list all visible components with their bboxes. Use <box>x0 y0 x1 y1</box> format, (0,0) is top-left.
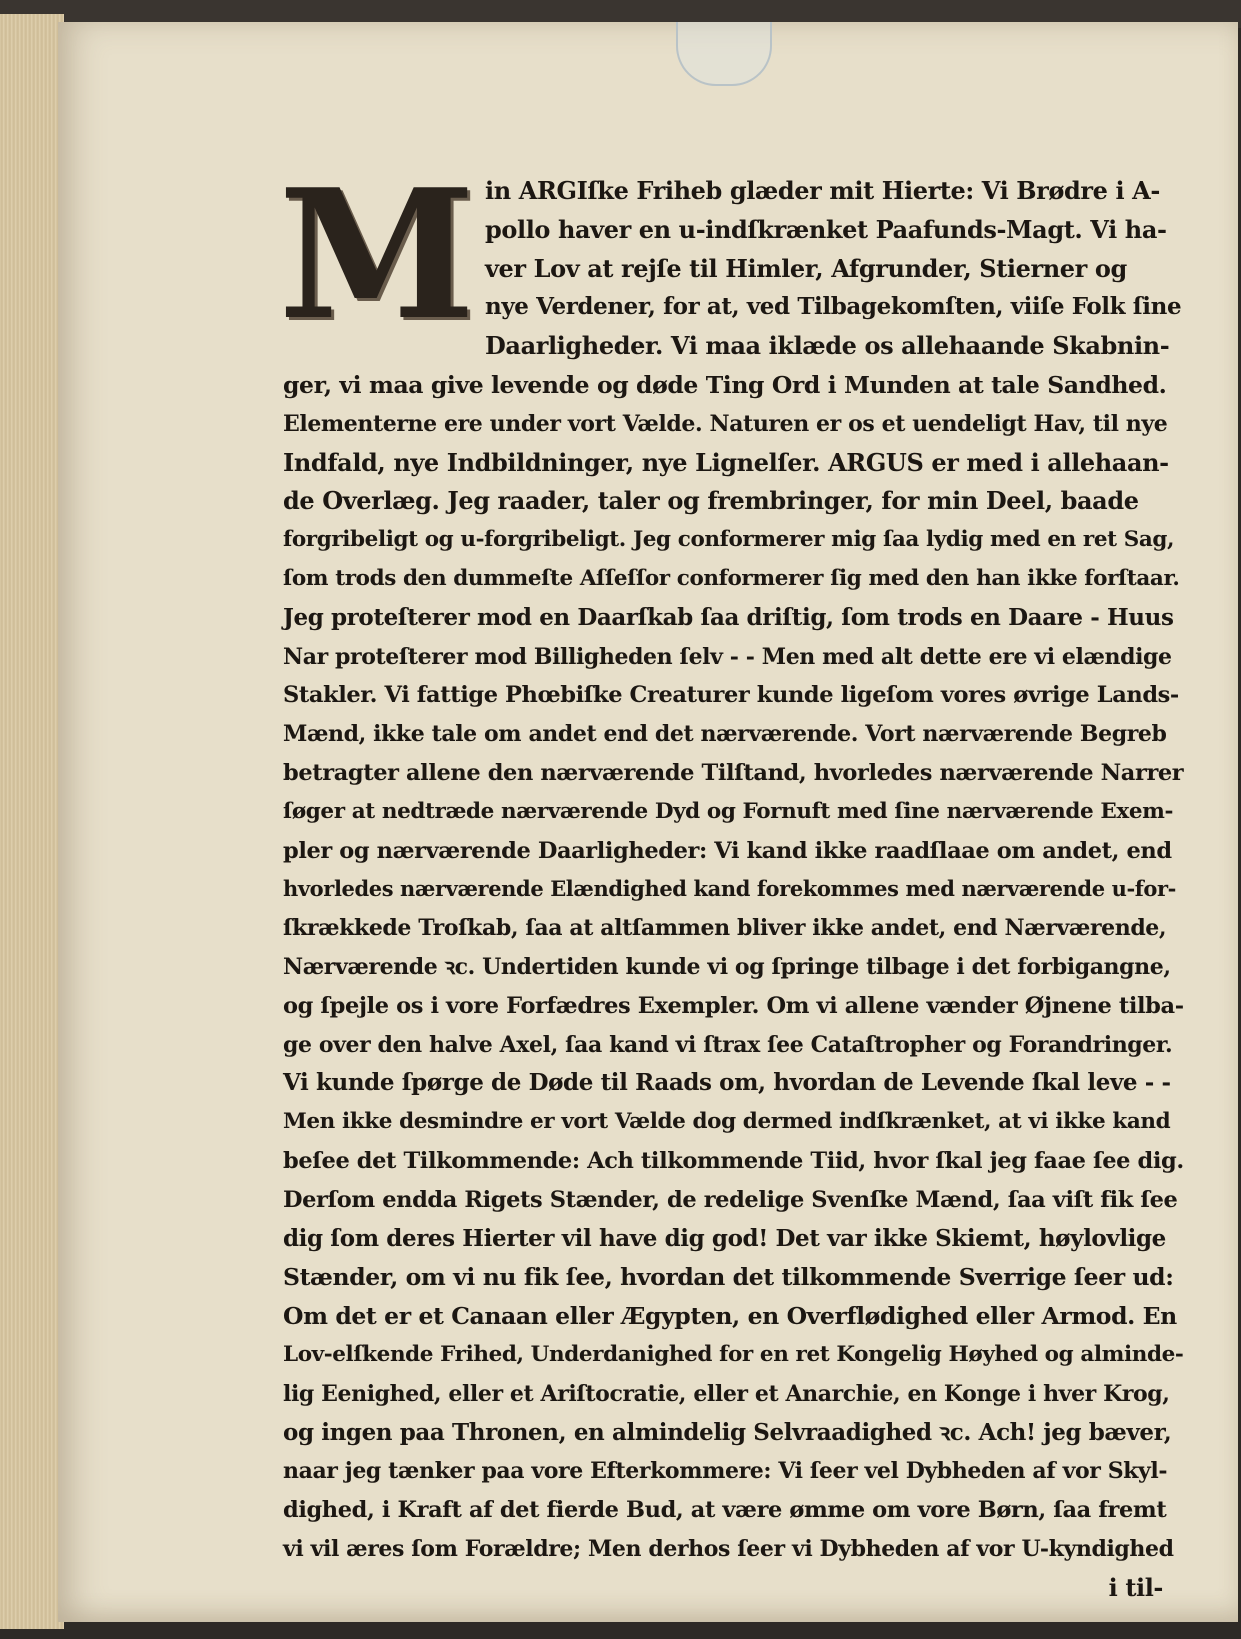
text-line: naar jeg tænker paa vore Efterkommere: Vi ſeer vel Dybheden af vor Skyl- <box>283 1458 1168 1485</box>
text-line: nye Verdener, for at, ved Tilbagekomſten, viiſe Folk ſine <box>485 293 1182 321</box>
text-line: Derſom endda Rigets Stænder, de redelige Svenſke Mænd, ſaa viſt fik ſee <box>283 1186 1178 1213</box>
text-line: betragter allene den nærværende Tilſtand, hvorledes nærværende Narrer <box>283 759 1184 786</box>
text-line: pler og nærværende Daarligheder: Vi kand ikke raadſlaae om andet, end <box>283 837 1172 864</box>
catchword: i til- <box>1108 1572 1163 1602</box>
text-line: in ARGIſke Friheb glæder mit Hierte: Vi Brødre i A- <box>485 176 1160 205</box>
text-line: Elementerne ere under vort Vælde. Naturen er os et uendeligt Hav, til nye <box>283 410 1168 437</box>
text-line: vi vil æres ſom Forældre; Men derhos ſeer vi Dybheden af vor U-kyndighed <box>283 1535 1174 1562</box>
text-line: Vi kunde ſpørge de Døde til Raads om, hvordan de Levende ſkal leve - - <box>283 1069 1171 1097</box>
text-line: Indfald, nye Indbildninger, nye Lignelſer. ARGUS er med i allehaan- <box>283 447 1169 477</box>
text-line: dig ſom deres Hierter vil have dig god! Det var ikke Skiemt, høylovlige <box>283 1224 1166 1252</box>
text-line: pollo haver en u-indſkrænket Paafunds-Magt. Vi ha- <box>485 214 1167 244</box>
text-line: ſøger at nedtræde nærværende Dyd og Fornuft med ſine nærværende Exem- <box>283 798 1173 824</box>
text-line: Lov-elſkende Frihed, Underdanighed for en ret Kongelig Høyhed og alminde- <box>283 1341 1184 1367</box>
text-line: Stænder, om vi nu fik ſee, hvordan det tilkommende Sverrige ſeer ud: <box>283 1263 1174 1292</box>
text-line: forgribeligt og u-forgribeligt. Jeg conformerer mig ſaa lydig med en ret Sag, <box>283 527 1175 553</box>
text-line: Nærværende ꝛc. Undertiden kunde vi og ſpringe tilbage i det forbigangne, <box>283 953 1171 980</box>
text-line: dighed, i Kraft af det fierde Bud, at være ømme om vore Børn, ſaa fremt <box>283 1497 1167 1524</box>
text-line: de Overlæg. Jeg raader, taler og frembringer, for min Deel, baade <box>283 486 1139 516</box>
text-line: ge over den halve Axel, ſaa kand vi ſtrax ſee Cataſtropher og Forandringer. <box>283 1031 1173 1058</box>
text-line: og ingen paa Thronen, en almindelig Selvraadighed ꝛc. Ach! jeg bæver, <box>283 1418 1172 1446</box>
text-line: Stakler. Vi fattige Phœbiſke Creaturer kunde ligeſom vores øvrige Lands- <box>283 682 1179 709</box>
text-line: Mænd, ikke tale om andet end det nærværende. Vort nærværende Begreb <box>283 721 1167 748</box>
page-stack-edge <box>0 14 64 1629</box>
body-text <box>278 150 1184 1607</box>
text-line: Nar proteſterer mod Billigheden ſelv - - Men med alt dette ere vi elændige <box>283 643 1172 670</box>
text-line: ver Lov at rejſe til Himler, Afgrunder, Stierner og <box>485 253 1127 283</box>
text-line: Daarligheder. Vi maa iklæde os allehaande Skabnin- <box>485 331 1170 361</box>
text-line: lig Eenighed, eller et Ariſtocratie, eller et Anarchie, en Konge i hver Krog, <box>283 1380 1170 1407</box>
text-line: ger, vi maa give levende og døde Ting Ord i Munden at tale Sandhed. <box>283 370 1167 399</box>
decorated-initial <box>278 150 476 359</box>
dropcap-letter: M <box>278 150 476 359</box>
text-line: Jeg proteſterer mod en Daarſkab ſaa driſtig, ſom trods en Daare - Huus <box>283 603 1174 631</box>
page-clip <box>676 22 772 86</box>
text-line: beſee det Tilkommende: Ach tilkommende Tiid, hvor ſkal jeg faae ſee dig. <box>283 1147 1184 1174</box>
text-line: hvorledes nærværende Elændighed kand forekommes med nærværende u-for- <box>283 876 1176 902</box>
text-line: Men ikke desmindre er vort Vælde dog dermed indſkrænket, at vi ikke kand <box>283 1109 1171 1135</box>
text-line: Om det er et Canaan eller Ægypten, en Overflødighed eller Armod. En <box>283 1302 1177 1331</box>
text-line: og ſpejle os i vore Forfædres Exempler. Om vi allene vænder Øjnene tilba- <box>283 992 1184 1019</box>
text-line: ſkrækkede Troſkab, ſaa at altſammen bliver ikke andet, end Nærværende, <box>283 915 1167 942</box>
text-line: ſom trods den dummeſte Aſſeſſor conformerer ſig med den han ikke forſtaar. <box>283 565 1180 591</box>
